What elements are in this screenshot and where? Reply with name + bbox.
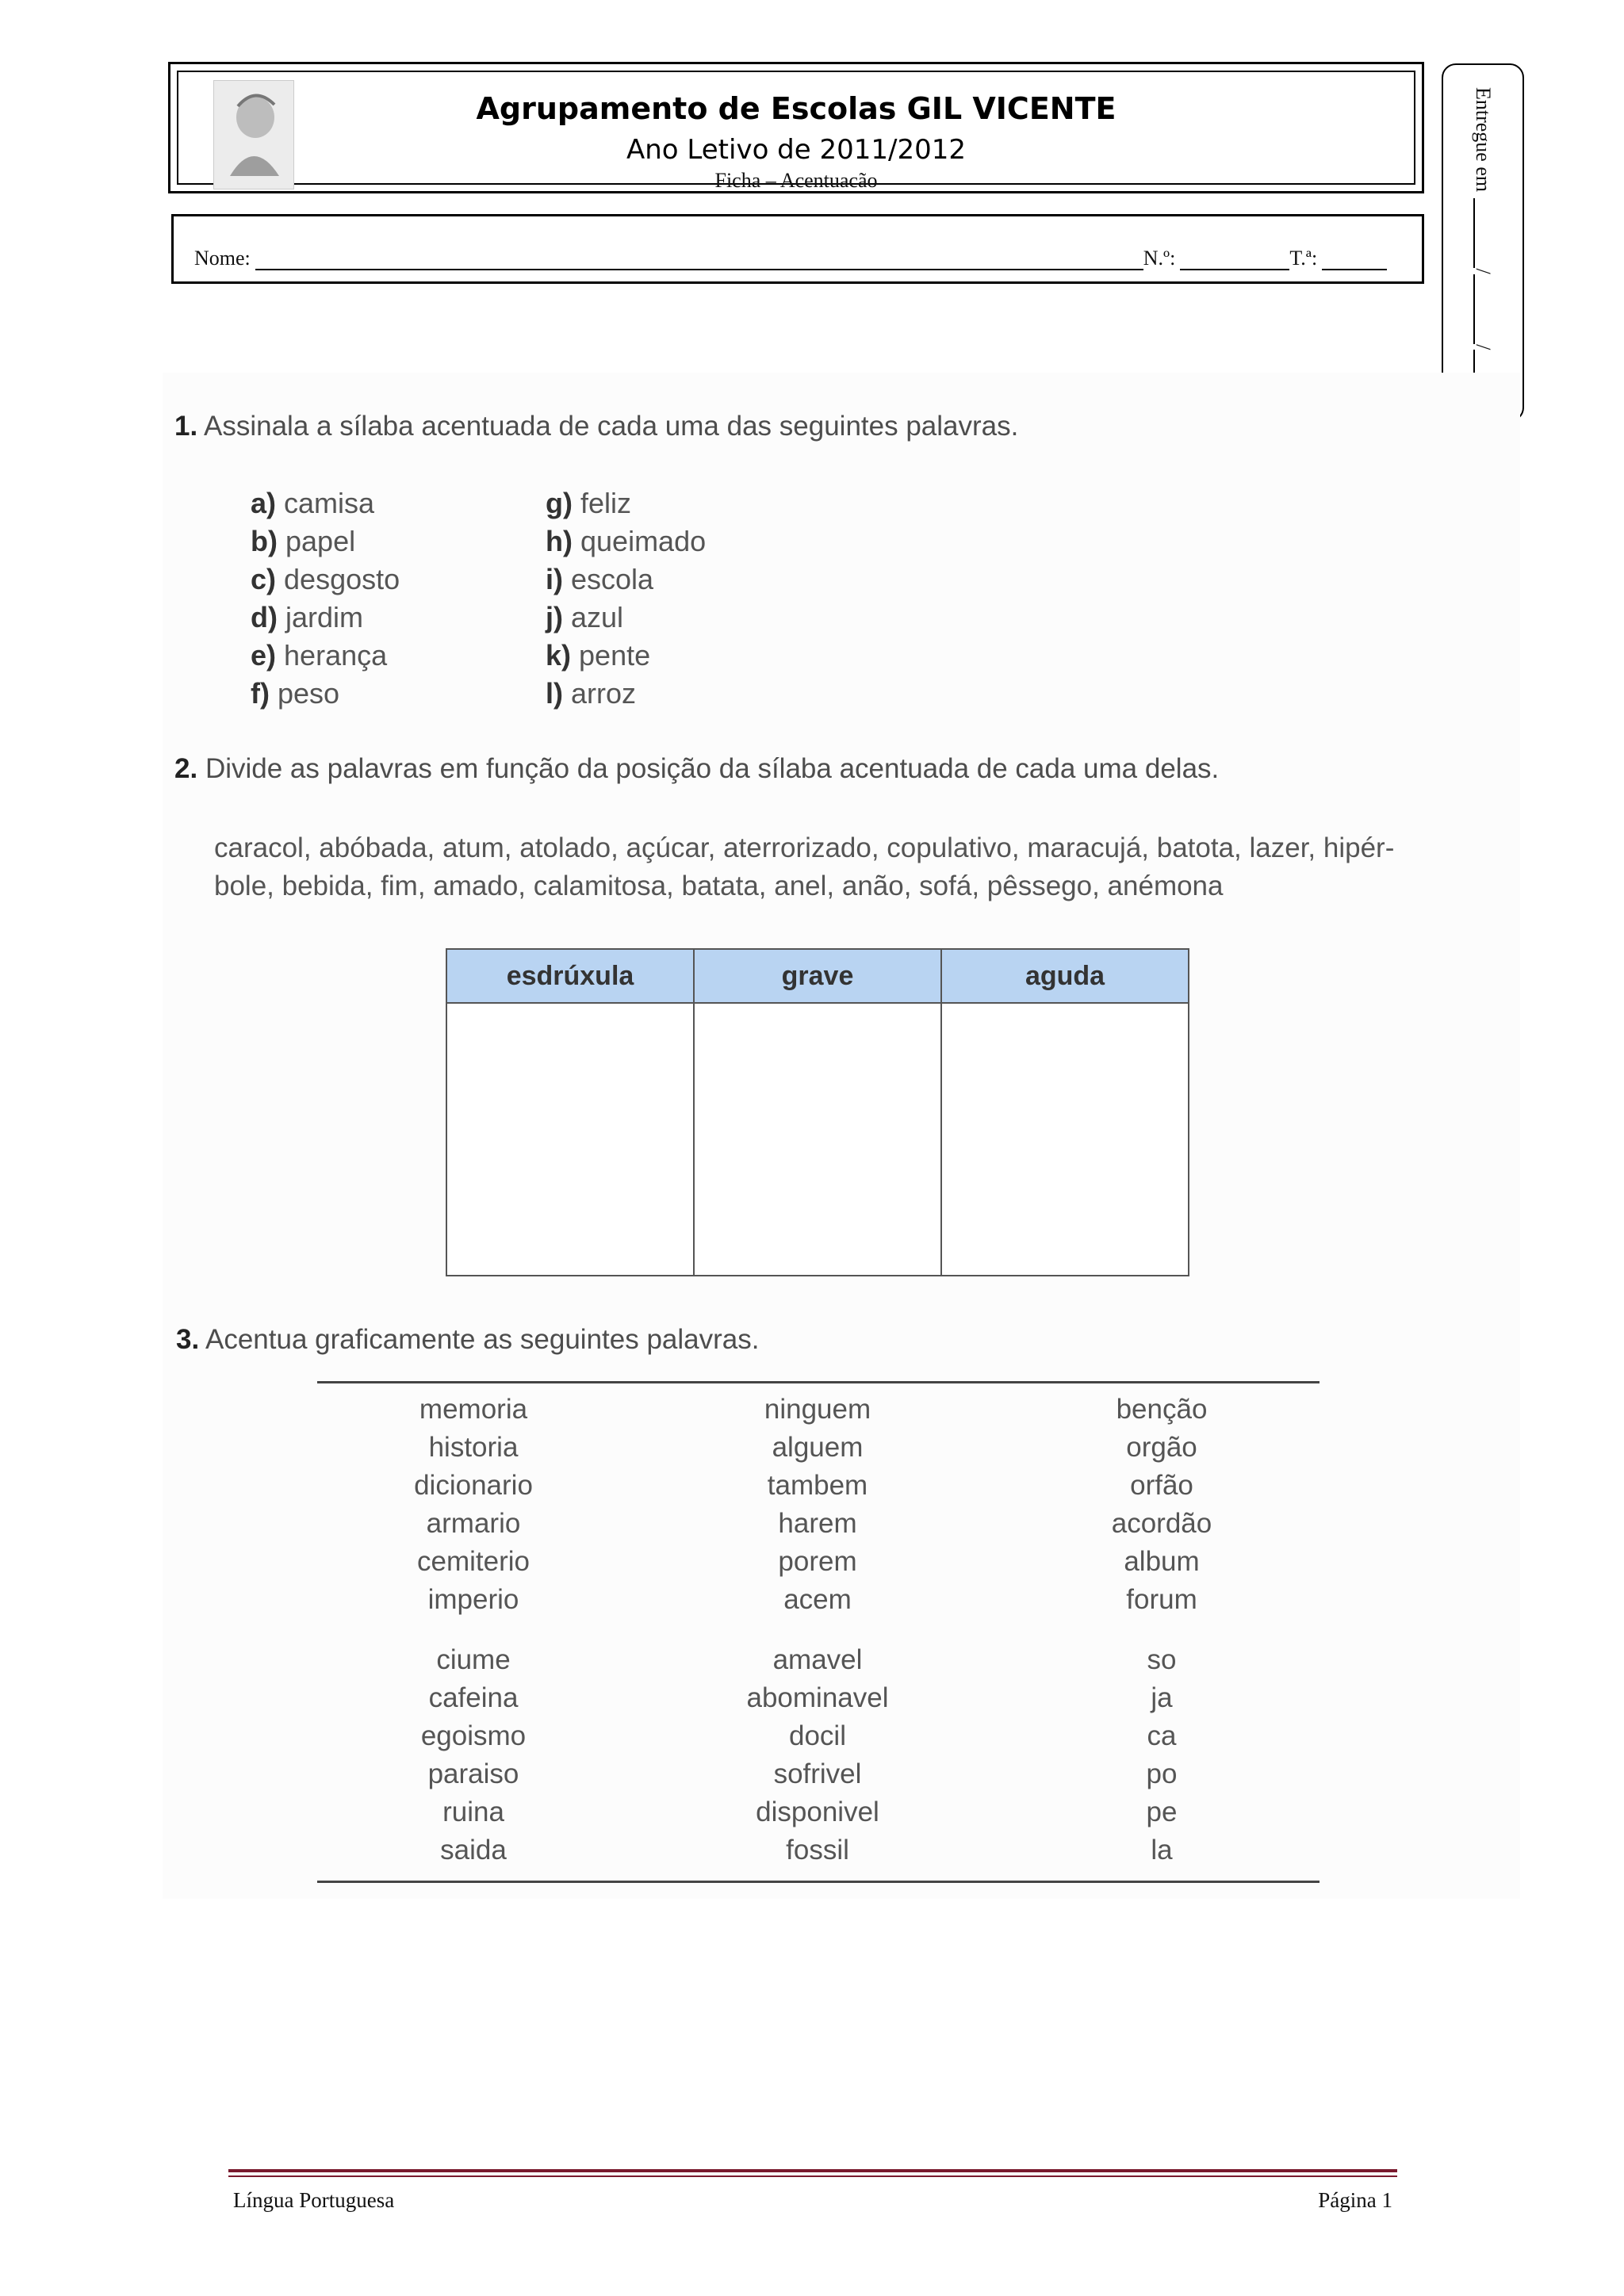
list-item: g) feliz [546,487,632,519]
list-item: k) pente [546,639,651,672]
answer-cell-grave[interactable] [694,1003,941,1276]
school-header-inner [177,71,1415,192]
delivered-label: Entregue em [1472,87,1495,193]
list-item: so [1147,1644,1177,1675]
list-item: ja [1151,1682,1173,1713]
word-list-line-1: caracol, abóbada, atum, atolado, açúcar, aterrorizado, copulativo, maracujá, batota, lazer, hipér- [214,832,1395,863]
school-year: Ano Letivo de 2011/2012 [626,134,966,166]
list-item: ciume [436,1644,511,1675]
list-item: egoismo [420,1720,527,1751]
list-item: historia [428,1432,519,1463]
name-field[interactable] [255,248,1143,270]
number-field[interactable] [1180,248,1289,270]
list-item: l) arroz [546,677,637,710]
answer-cell-esdruxula[interactable] [446,1003,694,1276]
name-label: Nome: [194,247,251,270]
list-item: acem [783,1584,852,1615]
school-name: Agrupamento de Escolas GIL VICENTE [476,91,1116,126]
question-3 [176,1324,759,1356]
list-item: saida [440,1835,507,1866]
date-separator: / [1472,344,1495,350]
list-item: ca [1147,1720,1177,1751]
footer-rule [228,2169,1397,2172]
word-column-3-top [1043,1391,1281,1619]
list-item: tambem [767,1470,868,1501]
footer-rule-thin [228,2175,1397,2177]
list-item: fossil [786,1835,849,1866]
class-field[interactable] [1322,248,1387,270]
footer-page-number: Página 1 [1318,2188,1392,2212]
student-info-box [171,214,1424,284]
school-header [168,62,1424,193]
question-1 [174,411,1018,442]
list-item: po [1146,1758,1178,1789]
bottom-rule [317,1881,1320,1883]
list-item: album [1124,1546,1200,1577]
list-item: orgão [1126,1432,1197,1463]
question-1-text: Assinala a sílaba acentuada de cada uma das seguintes palavras. [204,411,1019,442]
word-list-line-2: bole, bebida, fim, amado, calamitosa, batata, anel, anão, sofá, pêssego, anémona [214,871,1224,901]
list-item: benção [1116,1394,1208,1425]
list-item: disponivel [756,1797,879,1827]
list-item: cemiterio [417,1546,530,1577]
list-item: e) herança [251,639,388,672]
delivery-month-field[interactable] [1473,274,1492,344]
list-item: forum [1126,1584,1197,1615]
list-item: amavel [772,1644,863,1675]
list-item: armario [426,1508,521,1539]
list-item: f) peso [251,677,340,710]
list-item: paraiso [427,1758,519,1789]
list-item: dicionario [414,1470,533,1501]
list-item: docil [789,1720,846,1751]
question-2 [174,753,1219,785]
date-separator: / [1472,268,1495,274]
number-label: N.º: [1143,247,1176,270]
list-item: h) queimado [546,525,707,557]
list-item: ruina [442,1797,504,1827]
list-item: harem [778,1508,857,1539]
top-rule [317,1381,1320,1383]
list-item: cafeina [428,1682,519,1713]
answer-cell-aguda[interactable] [941,1003,1189,1276]
list-item: alguem [772,1432,864,1463]
list-item: ninguem [764,1394,871,1425]
delivery-day-field[interactable] [1473,198,1492,268]
list-item: pe [1146,1797,1178,1827]
question-1-number: 1. [174,411,198,442]
question-3-text: Acentua graficamente as seguintes palavras. [205,1324,760,1355]
list-item: porem [778,1546,857,1577]
list-item: abominavel [746,1682,889,1713]
word-column-1-bottom [354,1641,592,1869]
word-column-2-top [699,1391,936,1619]
list-item: la [1151,1835,1173,1866]
list-item: imperio [427,1584,519,1615]
question-2-number: 2. [174,753,198,784]
classification-table [446,948,1189,1276]
table-header-esdruxula: esdrúxula [446,949,694,1003]
sheet-title: Ficha – Acentuacão [714,169,878,192]
list-item: d) jardim [251,601,364,633]
question-2-text: Divide as palavras em função da posição da sílaba acentuada de cada uma delas. [205,753,1220,784]
list-item: c) desgosto [251,563,400,595]
table-header-aguda: aguda [941,949,1189,1003]
list-item: a) camisa [251,487,375,519]
footer-subject: Língua Portuguesa [233,2188,395,2212]
word-list [214,829,1459,905]
list-item: orfão [1130,1470,1193,1501]
word-column-3-bottom [1043,1641,1281,1869]
list-item: b) papel [251,525,356,557]
word-column-1-top [354,1391,592,1619]
question-3-number: 3. [176,1324,200,1355]
list-item: i) escola [546,563,654,595]
list-item: memoria [419,1394,528,1425]
list-item: acordão [1111,1508,1212,1539]
delivery-date-row [1467,87,1499,404]
table-header-grave: grave [694,949,941,1003]
list-item: j) azul [546,601,624,633]
class-label: T.ª: [1289,247,1318,270]
student-info-row [194,243,1393,270]
word-column-2-bottom [699,1641,936,1869]
list-item: sofrivel [773,1758,862,1789]
delivery-date-box [1442,63,1524,422]
